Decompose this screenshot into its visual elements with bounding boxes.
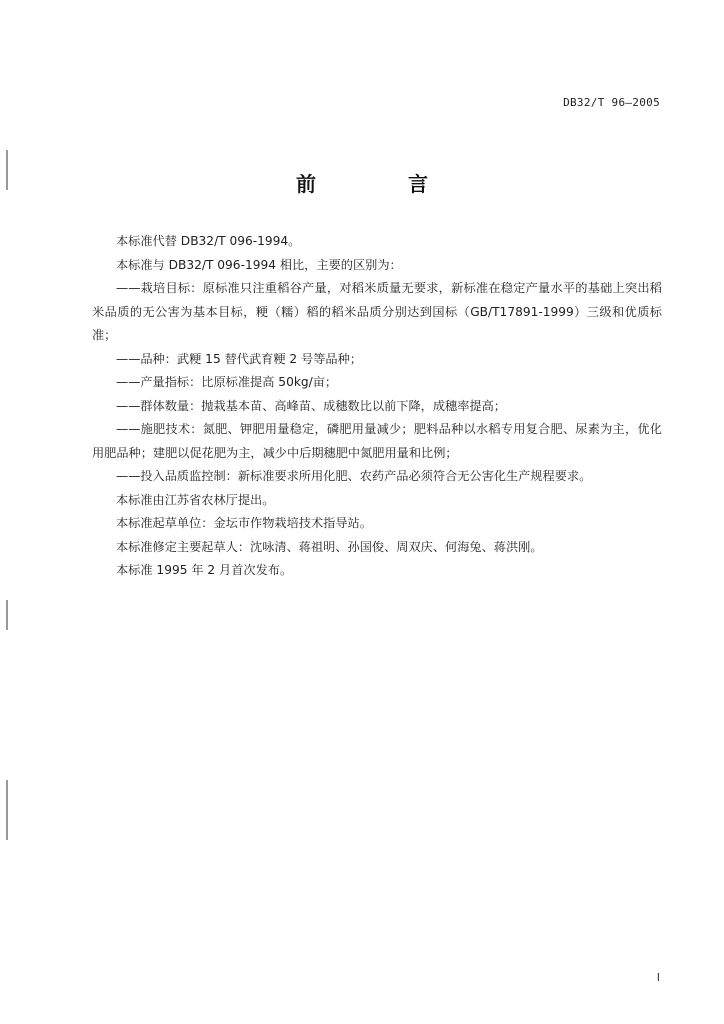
paragraph: 本标准与 DB32/T 096-1994 相比，主要的区别为： xyxy=(116,257,402,272)
page-title: 前 言 xyxy=(296,172,464,196)
foreword-body xyxy=(92,230,662,583)
page-number: I xyxy=(656,971,660,984)
paragraph: 本标准代替 DB32/T 096-1994。 xyxy=(116,234,301,248)
paragraph: ——施肥技术：氮肥、钾肥用量稳定，磷肥用量减少；肥料品种以水稻专用复合肥、尿素为主，优化用肥品种；建肥以促花肥为主，减少中后期穗肥中氮肥用量和比例； xyxy=(92,422,662,460)
paragraph: 本标准修定主要起草人：沈咏清、蒋祖明、孙国俊、周双庆、何海兔、蒋洪刚。 xyxy=(116,539,543,554)
paragraph: 本标准由江苏省农林厅提出。 xyxy=(116,492,275,507)
paragraph: 本标准起草单位：金坛市作物栽培技术指导站。 xyxy=(116,516,372,530)
paragraph: 本标准 1995 年 2 月首次发布。 xyxy=(116,563,293,577)
paragraph: ——产量指标：比原标准提高 50kg/亩； xyxy=(116,375,338,389)
standard-code: DB32/T 96—2005 xyxy=(563,96,660,109)
paragraph: ——栽培目标：原标准只注重稻谷产量，对稻米质量无要求，新标准在稳定产量水平的基础上突出稻米品质的无公害为基本目标，粳（糯）稻的稻米品质分别达到国标（GB/T17891-1999）三级和优质标准； xyxy=(92,281,662,342)
paragraph: ——品种：武粳 15 替代武育粳 2 号等品种； xyxy=(116,351,362,366)
scan-edge-mark xyxy=(6,780,8,840)
paragraph: ——群体数量：抛栽基本苗、高峰苗、成穗数比以前下降，成穗率提高； xyxy=(116,398,506,413)
paragraph: ——投入品质监控制：新标准要求所用化肥、农药产品必须符合无公害化生产规程要求。 xyxy=(116,469,592,483)
scan-edge-mark xyxy=(6,600,8,630)
